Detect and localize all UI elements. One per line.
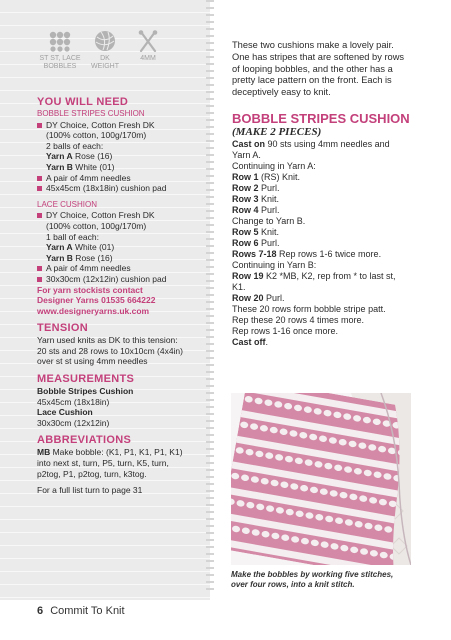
- tension-heading: TENSION: [37, 322, 88, 335]
- pattern-line: K1.: [232, 281, 246, 292]
- pattern-title: BOBBLE STRIPES CUSHION: [232, 110, 410, 126]
- pattern-line: Row 5 Knit.: [232, 226, 280, 237]
- pattern-column: [232, 40, 410, 348]
- pattern-line: Row 19 K2 *MB, K2, rep from * to last st,: [232, 270, 396, 281]
- pattern-line: Continuing in Yarn A:: [232, 160, 316, 171]
- pattern-line: Row 6 Purl.: [232, 237, 280, 248]
- pattern-line: Row 1 (RS) Knit.: [232, 171, 301, 182]
- needles-icon: [136, 30, 160, 52]
- pattern-line: Cast off.: [232, 336, 269, 347]
- abbreviations-text: MB Make bobble: (K1, P1, K1, P1, K1) into next st, turn, P5, turn, K5, turn, p2tog, P1, p2tog, turn, k3tog.: [37, 447, 183, 479]
- info-icons: [0, 30, 210, 80]
- spiral-binding: [206, 0, 214, 590]
- needle-label: 4MM: [140, 55, 156, 62]
- sidebar-content: [37, 96, 205, 496]
- bobble-pad-item: 45x45cm (18x18in) cushion pad: [37, 183, 205, 194]
- full-list-note: For a full list turn to page 31: [37, 485, 143, 496]
- pattern-instructions: [232, 139, 410, 348]
- bobbles-label: ST ST, LACE BOBBLES: [39, 55, 81, 70]
- pattern-line: Cast on 90 sts using 4mm needles and: [232, 138, 390, 149]
- magazine-title: Commit To Knit: [50, 605, 125, 617]
- measurements-list: Bobble Stripes Cushion 45x45cm (18x18in) Lace Cushion 30x30cm (12x12in): [37, 386, 134, 428]
- bobble-materials-heading: BOBBLE STRIPES CUSHION: [37, 109, 145, 118]
- needle-info: [118, 30, 178, 63]
- lace-materials-heading: LACE CUSHION: [37, 199, 98, 209]
- pattern-line: Rows 7-18 Rep rows 1-6 twice more.: [232, 248, 382, 259]
- pattern-line: These 20 rows form bobble stripe patt.: [232, 303, 386, 314]
- stockists-text: For yarn stockists contact Designer Yarns 01535 664222 www.designeryarns.uk.com: [37, 284, 156, 316]
- bobble-cushion-image: [231, 393, 411, 565]
- page-footer: [37, 605, 125, 617]
- page-number: 6: [37, 605, 44, 617]
- pattern-line: Row 4 Purl.: [232, 204, 280, 215]
- tension-text: Yarn used knits as DK to this tension: 20 sts and 28 rows to 10x10cm (4x4in) over st st using 4mm needles: [37, 335, 183, 367]
- pattern-line: Row 2 Purl.: [232, 182, 280, 193]
- pattern-subtitle: (MAKE 2 PIECES): [232, 125, 322, 138]
- measurements-heading: MEASUREMENTS: [37, 373, 135, 386]
- photo-caption: Make the bobbles by working five stitches, over four rows, into a knit stitch.: [231, 570, 394, 589]
- you-will-need-heading: YOU WILL NEED: [37, 96, 129, 108]
- bobble-yarn-item: DY Choice, Cotton Fresh DK (100% cotton, 100g/170m) 2 balls of each: Yarn A Rose (16) Yarn B White (01): [37, 120, 205, 173]
- pattern-line: Change to Yarn B.: [232, 215, 306, 226]
- abbreviations-heading: ABBREVIATIONS: [37, 434, 132, 447]
- weight-label: DK WEIGHT: [91, 55, 119, 70]
- lace-pad-item: 30x30cm (12x12in) cushion pad: [37, 274, 205, 285]
- pattern-line: Rep these 20 rows 4 times more.: [232, 314, 365, 325]
- pattern-line: Row 3 Knit.: [232, 193, 280, 204]
- bobble-needles-item: A pair of 4mm needles: [37, 173, 205, 184]
- pattern-line: Yarn A.: [232, 149, 261, 160]
- pattern-line: Row 20 Purl.: [232, 292, 285, 303]
- lace-yarn-item: DY Choice, Cotton Fresh DK (100% cotton, 100g/170m) 1 ball of each: Yarn A White (01) Yarn B Rose (16): [37, 210, 205, 263]
- pattern-line: Continuing in Yarn B:: [232, 259, 317, 270]
- lace-needles-item: A pair of 4mm needles: [37, 263, 205, 274]
- intro-text: These two cushions make a lovely pair. One has stripes that are softened by rows of looping bobbles, and the other has a pretty lace pattern on the front. Each is deceptively easy to knit.: [232, 40, 405, 98]
- yarn-ball-icon: [93, 30, 117, 52]
- cushion-photo: [231, 393, 411, 565]
- bobbles-icon: [48, 30, 72, 52]
- pattern-line: Rep rows 1-16 once more.: [232, 325, 339, 336]
